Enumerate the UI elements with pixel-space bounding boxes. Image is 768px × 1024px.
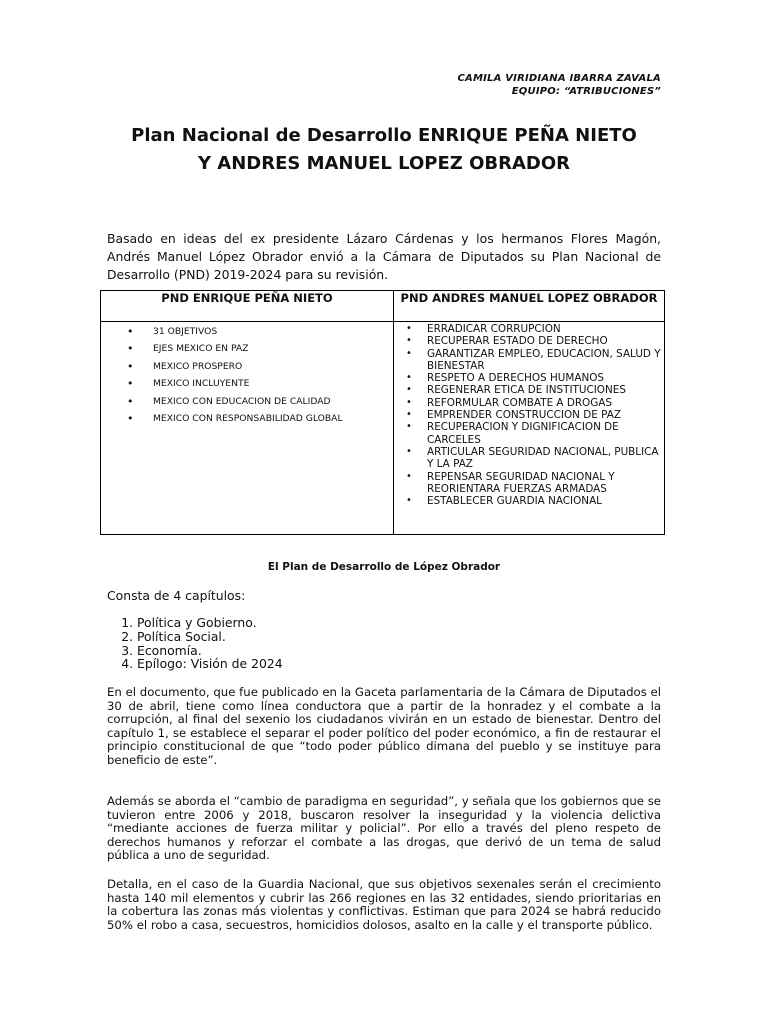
lopez-obrador-cell [394, 322, 665, 535]
list-item: • REPENSAR SEGURIDAD NACIONAL Y REORIENTARA FUERZAS ARMADAS [394, 471, 664, 496]
chapter-item: 1. Política y Gobierno. [137, 616, 283, 630]
chapter-item: 3. Economía. [137, 644, 283, 658]
list-item: • MEXICO CON RESPONSABILIDAD GLOBAL [101, 410, 393, 427]
list-item: • RECUPERAR ESTADO DE DERECHO [394, 335, 664, 347]
chapter-item: 4. Epílogo: Visión de 2024 [137, 657, 283, 671]
intro-paragraph: Basado en ideas del ex presidente Lázaro Cárdenas y los hermanos Flores Magón, Andrés Manuel López Obrador envió a la Cámara de Diputados su Plan Nacional de Desarrollo (PND) 2019-2024 para su revisión. [107, 231, 661, 282]
body-paragraph-3: Detalla, en el caso de la Guardia Nacional, que sus objetivos sexenales serán el crecimiento hasta 140 mil elementos y cubrir las 266 regiones en las 32 entidades, siendo prioritarias en la cobertura las zonas más violentas y conflictivas. Estiman que para 2024 se habrá reducido 50% el robo a casa, secuestros, homicidios dolosos, asalto en la calle y el transporte público. [107, 877, 661, 932]
title-line-1: Plan Nacional de Desarrollo ENRIQUE PEÑA NIETO [131, 125, 637, 146]
list-item: • EJES MEXICO EN PAZ [101, 340, 393, 357]
pena-nieto-list [101, 322, 393, 427]
list-item: • 31 OBJETIVOS [101, 323, 393, 340]
list-item: • GARANTIZAR EMPLEO, EDUCACION, SALUD Y BIENESTAR [394, 348, 664, 373]
table-header-row [101, 291, 665, 322]
header-pena-nieto: PND ENRIQUE PEÑA NIETO [101, 291, 394, 322]
list-item: • ERRADICAR CORRUPCION [394, 323, 664, 335]
team-name: EQUIPO: “ATRIBUCIONES” [511, 86, 661, 97]
header-lopez-obrador: PND ANDRES MANUEL LOPEZ OBRADOR [394, 291, 665, 322]
comparison-table [100, 290, 665, 535]
author-block [458, 72, 662, 98]
list-item: • REGENERAR ETICA DE INSTITUCIONES [394, 384, 664, 396]
list-item: • MEXICO INCLUYENTE [101, 375, 393, 392]
title-line-2: Y ANDRES MANUEL LOPEZ OBRADOR [197, 153, 571, 174]
pena-nieto-cell [101, 322, 394, 535]
list-item: • ARTICULAR SEGURIDAD NACIONAL, PUBLICA Y LA PAZ [394, 446, 664, 471]
body-paragraph-2: Además se aborda el “cambio de paradigma en seguridad”, y señala que los gobiernos que se tuvieron entre 2006 y 2018, buscaron resolver la inseguridad y la violencia delictiva “mediante acciones de fuerza militar y policial”. Por ello a través del pleno respeto de derechos humanos y reforzar el combate a las drogas, que derivó de un tema de salud pública a uno de seguridad. [107, 794, 661, 863]
list-item: • MEXICO CON EDUCACION DE CALIDAD [101, 393, 393, 410]
author-name: CAMILA VIRIDIANA IBARRA ZAVALA [457, 73, 661, 84]
lopez-obrador-list [394, 322, 664, 507]
list-item: • EMPRENDER CONSTRUCCION DE PAZ [394, 409, 664, 421]
list-item: • RECUPERACION Y DIGNIFICACION DE CARCELES [394, 421, 664, 446]
section-subtitle: El Plan de Desarrollo de López Obrador [267, 561, 501, 573]
list-item: • MEXICO PROSPERO [101, 358, 393, 375]
chapter-item: 2. Política Social. [137, 630, 283, 644]
chapters-list [107, 616, 283, 671]
list-item: • ESTABLECER GUARDIA NACIONAL [394, 495, 664, 507]
table-body-row [101, 322, 665, 535]
list-item: • REFORMULAR COMBATE A DROGAS [394, 397, 664, 409]
body-paragraph-1: En el documento, que fue publicado en la Gaceta parlamentaria de la Cámara de Diputados el 30 de abril, tiene como línea conductora que a partir de la honradez y el combate a la corrupción, al final del sexenio los ciudadanos vivirán en un estado de bienestar. Dentro del capítulo 1, se establece el separar el poder político del poder económico, a fin de restaurar el principio constitucional de que “todo poder público dimana del pueblo y se instituye para beneficio de este”. [107, 685, 661, 767]
chapters-intro: Consta de 4 capítulos: [107, 588, 246, 603]
list-item: • RESPETO A DERECHOS HUMANOS [394, 372, 664, 384]
page-title [100, 122, 668, 178]
